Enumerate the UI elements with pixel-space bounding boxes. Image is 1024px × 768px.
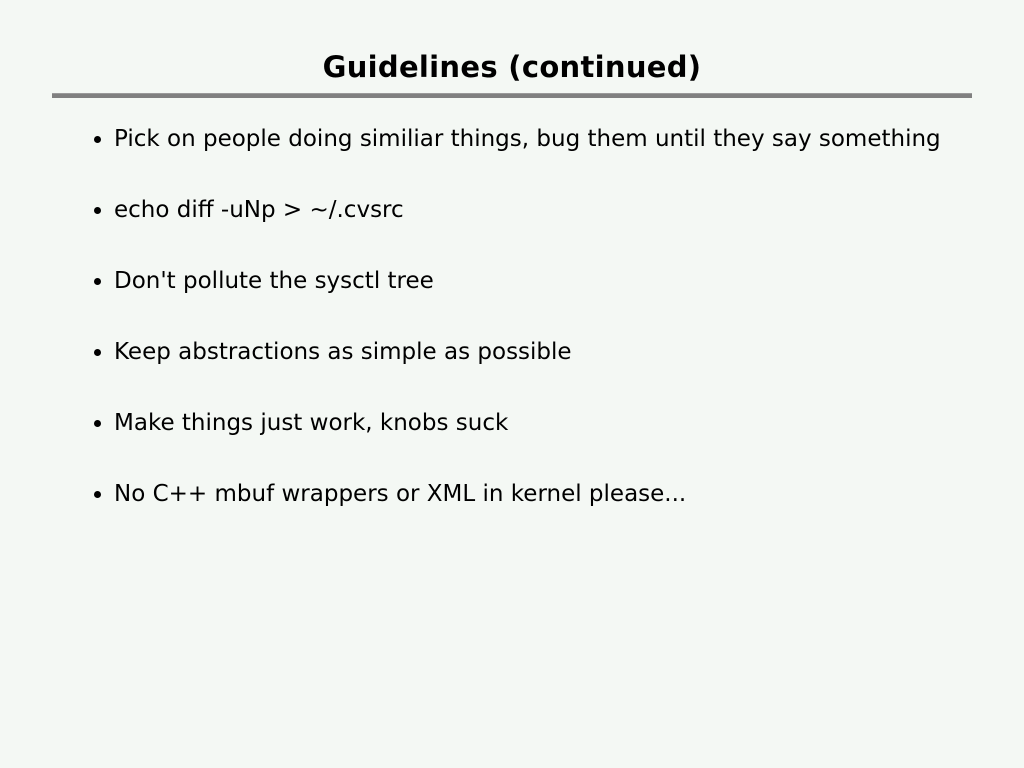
list-item <box>92 337 992 367</box>
list-item <box>92 266 992 296</box>
bullet-dot-icon <box>94 136 101 143</box>
bullet-list <box>92 124 992 550</box>
list-item-label: No C++ mbuf wrappers or XML in kernel please... <box>114 481 687 507</box>
list-item-label: Keep abstractions as simple as possible <box>114 339 572 365</box>
list-item-label: Pick on people doing similiar things, bug them until they say something <box>114 126 941 152</box>
bullet-dot-icon <box>94 420 101 427</box>
list-item-label: Don't pollute the sysctl tree <box>114 268 434 294</box>
list-item <box>92 195 992 225</box>
list-item <box>92 408 992 438</box>
bullet-dot-icon <box>94 349 101 356</box>
title-divider <box>52 93 972 98</box>
bullet-dot-icon <box>94 207 101 214</box>
bullet-dot-icon <box>94 491 101 498</box>
bullet-dot-icon <box>94 278 101 285</box>
list-item <box>92 479 992 509</box>
page-title: Guidelines (continued) <box>322 50 702 84</box>
list-item-label: echo diff -uNp > ~/.cvsrc <box>114 197 404 223</box>
list-item <box>92 124 992 154</box>
list-item-label: Make things just work, knobs suck <box>114 410 509 436</box>
